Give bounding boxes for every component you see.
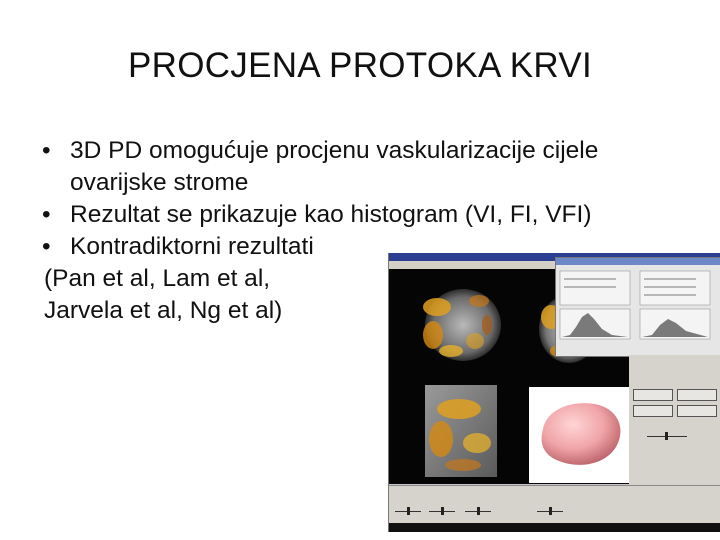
- magnification-slider[interactable]: [537, 506, 563, 516]
- slider-knob[interactable]: [441, 507, 444, 515]
- image-settings-button[interactable]: [633, 389, 673, 401]
- quality-slider[interactable]: [647, 431, 687, 441]
- slider-knob[interactable]: [477, 507, 480, 515]
- slider-knob[interactable]: [549, 507, 552, 515]
- histogram-dialog: [555, 257, 720, 357]
- histogram-dialog-content: [556, 265, 720, 355]
- doppler-slice-image: [419, 379, 503, 483]
- slider-knob[interactable]: [665, 432, 668, 440]
- bullet-item: [40, 135, 700, 199]
- bullet-text: Kontradiktorni rezultati: [70, 233, 314, 260]
- histogram-dialog-titlebar: [556, 258, 720, 265]
- bullet-dot-icon: •: [42, 233, 51, 260]
- 3d-volume-render: [529, 387, 629, 483]
- bullet-text: Rezultat se prikazuje kao histogram (VI, FI, VFI): [70, 201, 592, 228]
- rotation-x-slider[interactable]: [395, 506, 421, 516]
- rotation-z-slider[interactable]: [465, 506, 491, 516]
- slide-title: PROCJENA PROTOKA KRVI: [127, 46, 593, 85]
- ultrasound-software-screenshot: [388, 253, 720, 532]
- reference-line: (Pan et al, Lam et al,: [44, 265, 271, 292]
- edit-button[interactable]: [677, 405, 717, 417]
- reference-line: Jarvela et al, Ng et al): [44, 297, 283, 324]
- bullet-item: [40, 199, 700, 231]
- 3d-render-image: [529, 387, 629, 483]
- doppler-slice-image: [417, 281, 503, 365]
- rendering-mode-button[interactable]: [633, 405, 673, 417]
- bullet-text: 3D PD omogućuje procjenu vaskularizacije cijele ovarijske strome: [70, 137, 599, 196]
- measure-button[interactable]: [677, 389, 717, 401]
- bullet-dot-icon: •: [42, 201, 51, 228]
- settings-panel: [629, 355, 720, 485]
- slider-knob[interactable]: [407, 507, 410, 515]
- bullet-dot-icon: •: [42, 137, 51, 164]
- power-doppler-slice-c: [419, 379, 503, 483]
- rotation-y-slider[interactable]: [429, 506, 455, 516]
- status-bar: [389, 523, 720, 532]
- power-doppler-slice-a: [417, 281, 503, 365]
